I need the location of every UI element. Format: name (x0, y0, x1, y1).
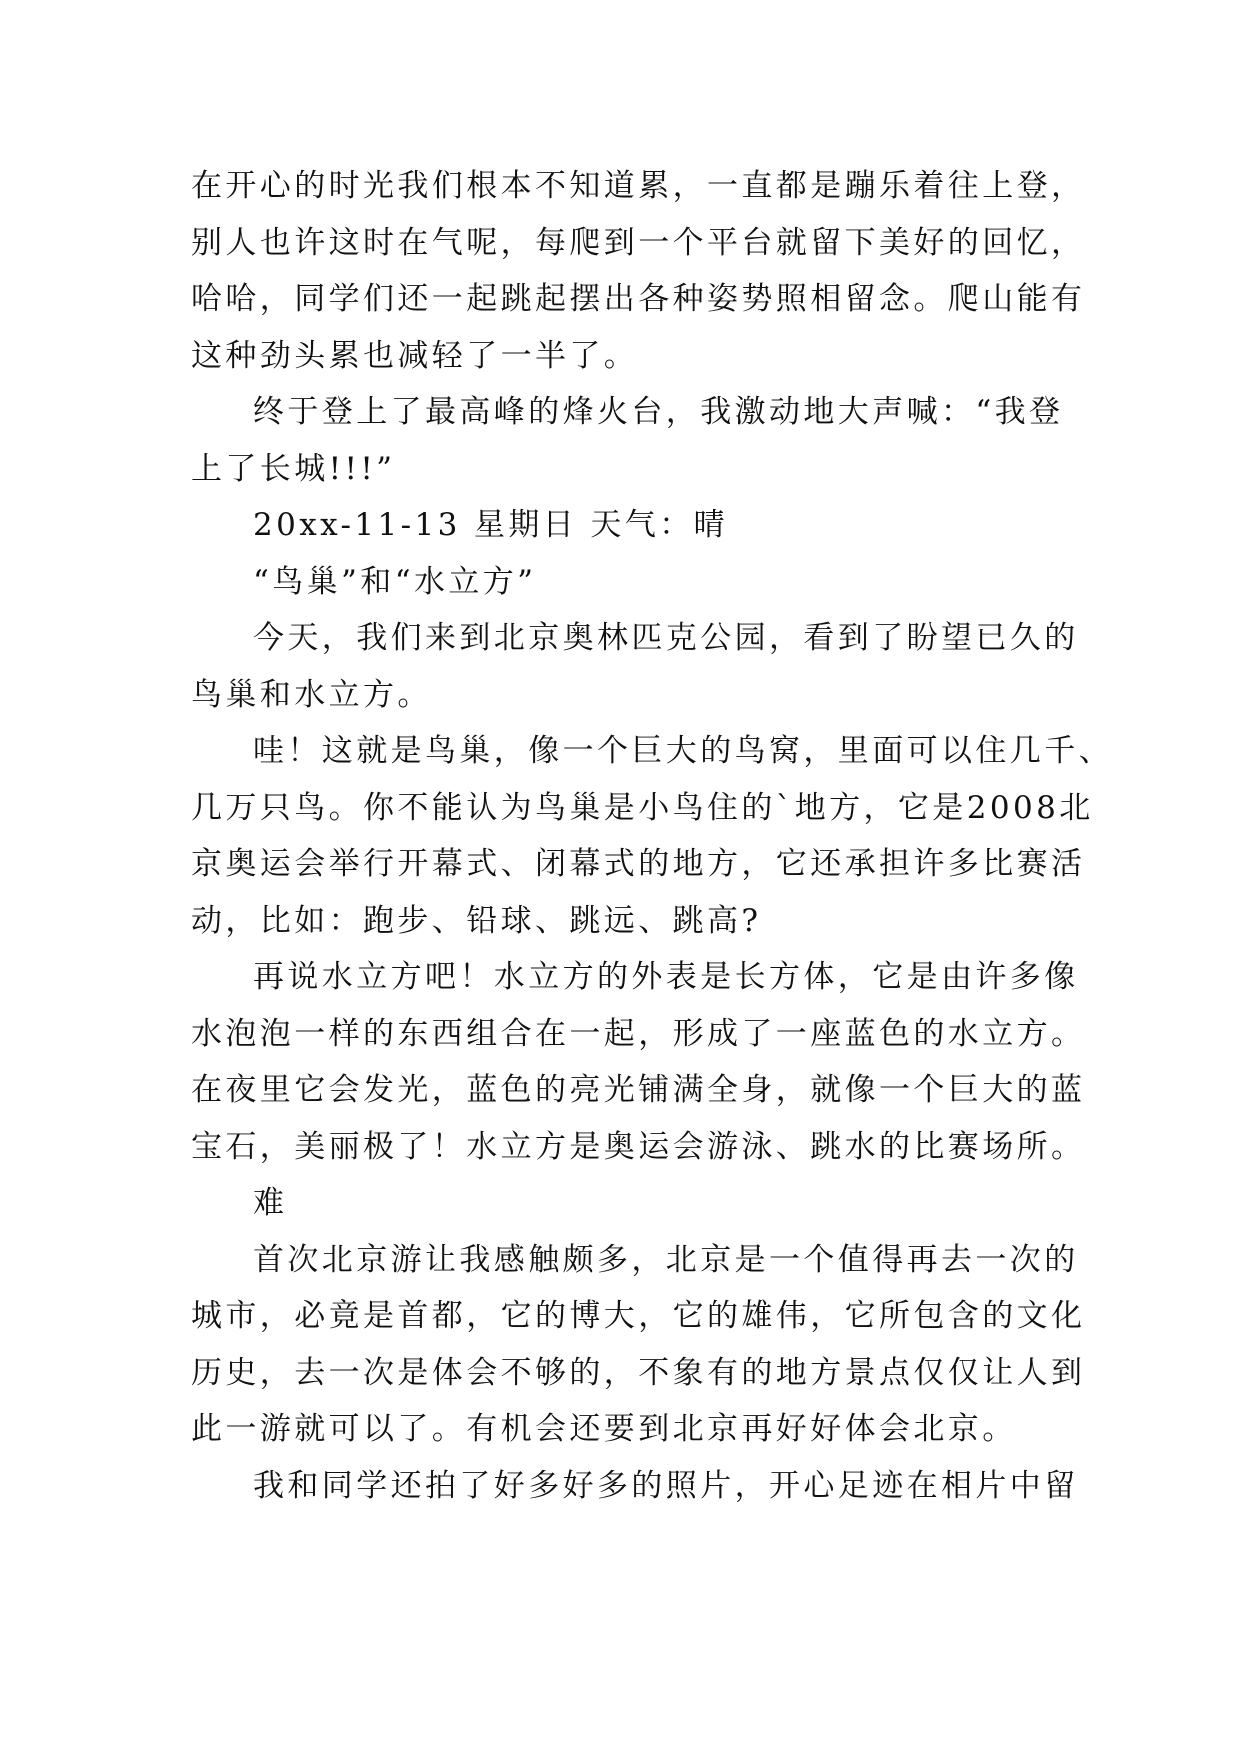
text-line: 哇！这就是鸟巢，像一个巨大的鸟窝，里面可以住几千、 (253, 733, 1113, 769)
text-line: 上了长城!!!” (191, 450, 396, 487)
text-line: 城市，必竟是首都，它的博大，它的雄伟，它所包含的文化 (191, 1298, 1086, 1334)
text-line: 水泡泡一样的东西组合在一起，形成了一座蓝色的水立方。 (191, 1015, 1086, 1052)
text-line: 20xx-11-13 星期日 天气：晴 (253, 507, 729, 543)
text-line: 在夜里它会发光，蓝色的亮光铺满全身，就像一个巨大的蓝 (191, 1072, 1086, 1108)
text-line: 历史，去一次是体会不够的，不象有的地方景点仅仅让人到 (191, 1354, 1086, 1391)
text-line: 难 (253, 1185, 288, 1221)
text-line: 在开心的时光我们根本不知道累，一直都是蹦乐着往上登， (191, 168, 1086, 204)
body-text (191, 158, 1113, 1514)
text-line: 别人也许这时在气呢，每爬到一个平台就留下美好的回忆， (191, 224, 1086, 261)
text-line: 我和同学还拍了好多好多的照片，开心足迹在相片中留 (253, 1467, 1079, 1504)
text-line: 鸟巢和水立方。 (191, 676, 432, 713)
text-line: 首次北京游让我感触颇多，北京是一个值得再去一次的 (253, 1241, 1079, 1278)
text-line: 京奥运会举行开幕式、闭幕式的地方，它还承担许多比赛活 (191, 846, 1086, 882)
text-line: 此一游就可以了。有机会还要到北京再好好体会北京。 (191, 1411, 1017, 1447)
text-line: 宝石，美丽极了！水立方是奥运会游泳、跳水的比赛场所。 (191, 1128, 1086, 1165)
text-line: 今天，我们来到北京奥林匹克公园，看到了盼望已久的 (253, 620, 1079, 656)
text-line: 这种劲头累也减轻了一半了。 (191, 337, 639, 374)
text-line: “鸟巢”和“水立方” (253, 563, 537, 600)
text-line: 终于登上了最高峰的烽火台，我激动地大声喊：“我登 (253, 394, 1064, 430)
text-line: 哈哈，同学们还一起跳起摆出各种姿势照相留念。爬山能有 (191, 281, 1086, 317)
text-line: 再说水立方吧！水立方的外表是长方体，它是由许多像 (253, 959, 1079, 995)
text-line: 动，比如：跑步、铅球、跳远、跳高? (191, 902, 762, 939)
text-line: 几万只鸟。你不能认为鸟巢是小鸟住的`地方，它是2008北 (191, 789, 1094, 826)
